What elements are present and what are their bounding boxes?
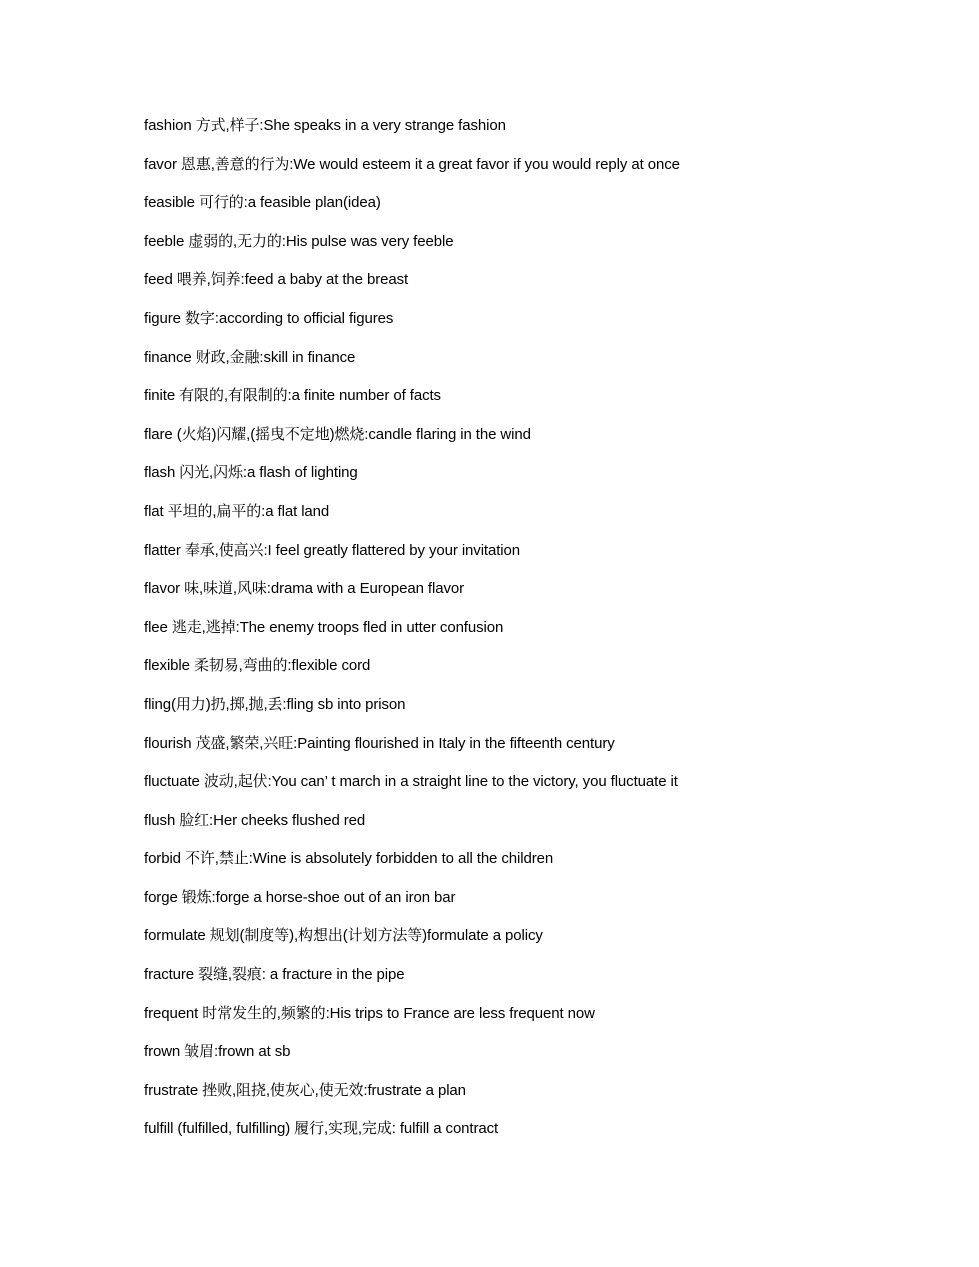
vocabulary-entry-flatter: flatter 奉承,使高兴:I feel greatly flattered by your invitation <box>144 541 521 559</box>
vocabulary-entry-formulate: formulate 规划(制度等),构想出(计划方法等)formulate a policy <box>144 927 543 945</box>
vocabulary-entry-fluctuate: fluctuate 波动,起伏:You can’ t march in a straight line to the victory, you fluctuate it <box>144 773 678 791</box>
vocabulary-entry-feasible: feasible 可行的:a feasible plan(idea) <box>144 194 381 212</box>
vocabulary-entry-flush: flush 脸红:Her cheeks flushed red <box>144 811 366 829</box>
vocabulary-entry-frequent: frequent 时常发生的,频繁的:His trips to France are less frequent now <box>144 1004 595 1022</box>
vocabulary-entry-flexible: flexible 柔韧易,弯曲的:flexible cord <box>144 657 371 675</box>
vocabulary-entry-favor: favor 恩惠,善意的行为:We would esteem it a great favor if you would reply at once <box>144 155 680 173</box>
vocabulary-entry-fracture: fracture 裂缝,裂痕: a fracture in the pipe <box>144 966 405 984</box>
vocabulary-entry-frustrate: frustrate 挫败,阻挠,使灰心,使无效:frustrate a plan <box>144 1081 466 1099</box>
vocabulary-list <box>144 114 944 1156</box>
vocabulary-entry-fling: fling(用力)扔,掷,抛,丢:fling sb into prison <box>144 695 406 713</box>
vocabulary-entry-forbid: forbid 不许,禁止:Wine is absolutely forbidden to all the children <box>144 850 554 868</box>
vocabulary-entry-flourish: flourish 茂盛,繁荣,兴旺:Painting flourished in Italy in the fifteenth century <box>144 734 615 752</box>
vocabulary-entry-finance: finance 财政,金融:skill in finance <box>144 348 356 366</box>
vocabulary-entry-fulfill: fulfill (fulfilled, fulfilling) 履行,实现,完成: fulfill a contract <box>144 1120 499 1138</box>
vocabulary-entry-flash: flash 闪光,闪烁:a flash of lighting <box>144 464 358 482</box>
vocabulary-entry-feeble: feeble 虚弱的,无力的:His pulse was very feeble <box>144 232 454 250</box>
vocabulary-entry-finite: finite 有限的,有限制的:a finite number of facts <box>144 387 441 405</box>
vocabulary-entry-figure: figure 数字:according to official figures <box>144 309 394 327</box>
vocabulary-entry-flare: flare (火焰)闪耀,(摇曳不定地)燃烧:candle flaring in the wind <box>144 425 531 443</box>
vocabulary-entry-fashion: fashion 方式,样子:She speaks in a very strange fashion <box>144 117 506 134</box>
vocabulary-entry-frown: frown 皱眉:frown at sb <box>144 1043 291 1061</box>
vocabulary-entry-flavor: flavor 味,味道,风味:drama with a European flavor <box>144 580 464 598</box>
vocabulary-entry-feed: feed 喂养,饲养:feed a baby at the breast <box>144 271 409 289</box>
vocabulary-entry-forge: forge 锻炼:forge a horse-shoe out of an iron bar <box>144 888 456 906</box>
vocabulary-entry-flee: flee 逃走,逃掉:The enemy troops fled in utter confusion <box>144 618 504 636</box>
vocabulary-entry-flat: flat 平坦的,扁平的:a flat land <box>144 502 330 520</box>
